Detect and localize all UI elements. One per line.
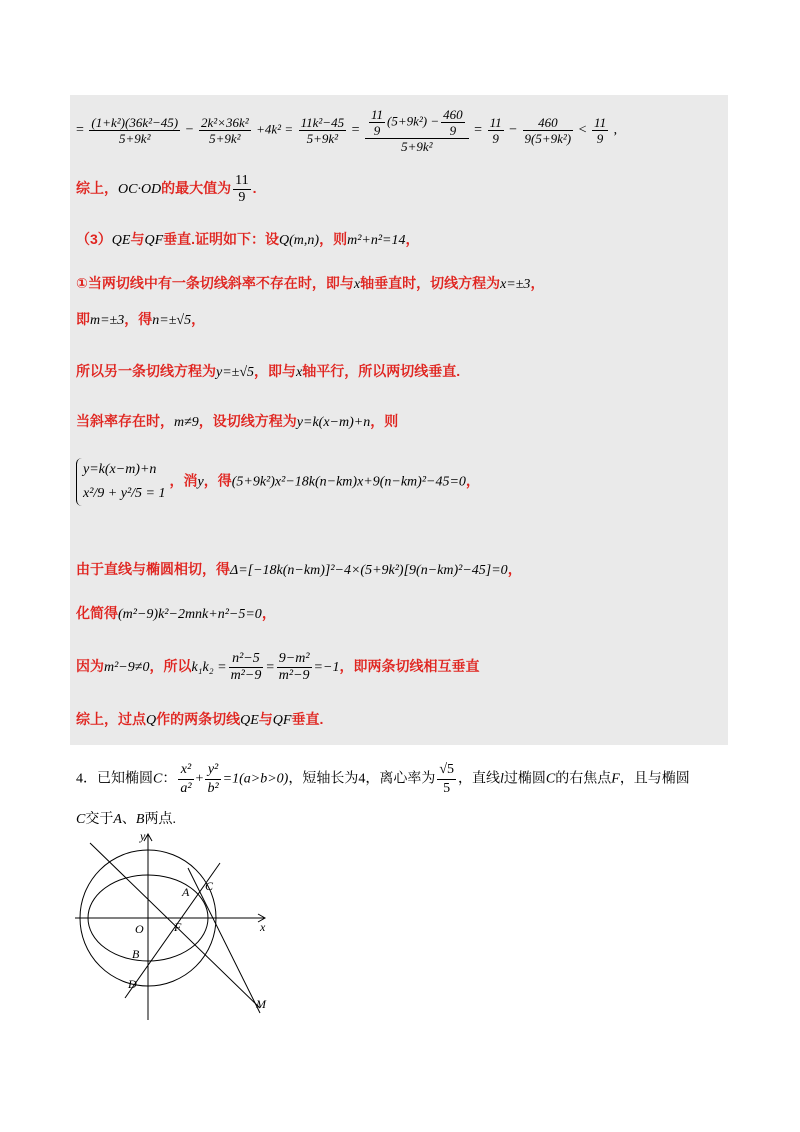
solution-line-12: 综上，过点Q作的两条切线QE与QF垂直. — [76, 711, 324, 728]
label-y: y — [140, 829, 146, 843]
solution-line-7: 当斜率存在时，m≠9，设切线方程为y=k(x−m)+n，则 — [76, 413, 399, 430]
problem-4-line-1: 4．已知椭圆C： $\frac{\text{x²}}{\text{a²}}$ + $\frac{\text{y²}}{\text{b²}}$ =1(a>b>0)，短轴长为4，离心率为 $\frac{√5}{5}$ ，直线l过椭圆C的右焦点F，且与椭圆 — [76, 762, 690, 796]
label-d: D — [128, 977, 137, 991]
solution-line-3: （3）QE与QF垂直.证明如下：设Q(m,n)，则m²+n²=14， — [76, 231, 420, 248]
problem-4-line-2: C交于A、B两点. — [76, 812, 176, 827]
label-x: x — [260, 920, 266, 934]
solution-line-1: = $\frac{\text{(1+k²)(36k²−45)}}{\text{5+9k²}}$ − $\frac{\text{2k²×36k²}}{\text{5+9k²}}$ +4k² = $\frac{\text{11k²−45}}{\text{5+9k²}}$ = $\frac{11}{9}$ (5+9k²) − $\frac{460}{9}$ 5+9k² = $\frac{11}{9}$ − $\frac{460}{\text{9(5+9k²)}}$ < $\frac{11}{9}$ , — [76, 107, 618, 154]
solution-line-10: 化简得(m²−9)k²−2mnk+n²−5=0， — [76, 605, 276, 622]
label-a: A — [182, 885, 190, 899]
label-f: F — [174, 920, 182, 934]
solution-line-8: y=k(x−m)+n x²/9 + y²/5 = 1 ，消y，得(5+9k²)x²−18k(n−km)x+9(n−km)²−45=0， — [76, 458, 480, 506]
label-b: B — [132, 947, 140, 961]
equation-system: y=k(x−m)+n x²/9 + y²/5 = 1 — [76, 458, 166, 506]
label-m: M — [256, 997, 266, 1011]
solution-line-2: 综上，OC·OD的最大值为 $\frac{11}{9}$ . — [76, 173, 257, 205]
label-o: O — [135, 922, 144, 936]
solution-line-5: 即m=±3，得n=±√5， — [76, 311, 206, 328]
solution-line-9: 由于直线与椭圆相切，得Δ=[−18k(n−km)]²−4×(5+9k²)[9(n−km)²−45]=0， — [76, 561, 522, 578]
solution-line-6: 所以另一条切线方程为y=±√5，即与x轴平行，所以两切线垂直. — [76, 363, 461, 380]
solution-line-11: 因为m²−9≠0，所以k₁k₂ = $\frac{\text{n²−5}}{\text{m²−9}}$ = $\frac{\text{9−m²}}{\text{m²−9}}$ =−1，即两条切线相互垂直 — [76, 651, 480, 683]
ellipse-figure — [70, 828, 280, 1028]
solution-line-4: ①当两切线中有一条切线斜率不存在时，即与x轴垂直时，切线方程为x=±3， — [76, 275, 545, 292]
label-c: C — [205, 879, 214, 893]
